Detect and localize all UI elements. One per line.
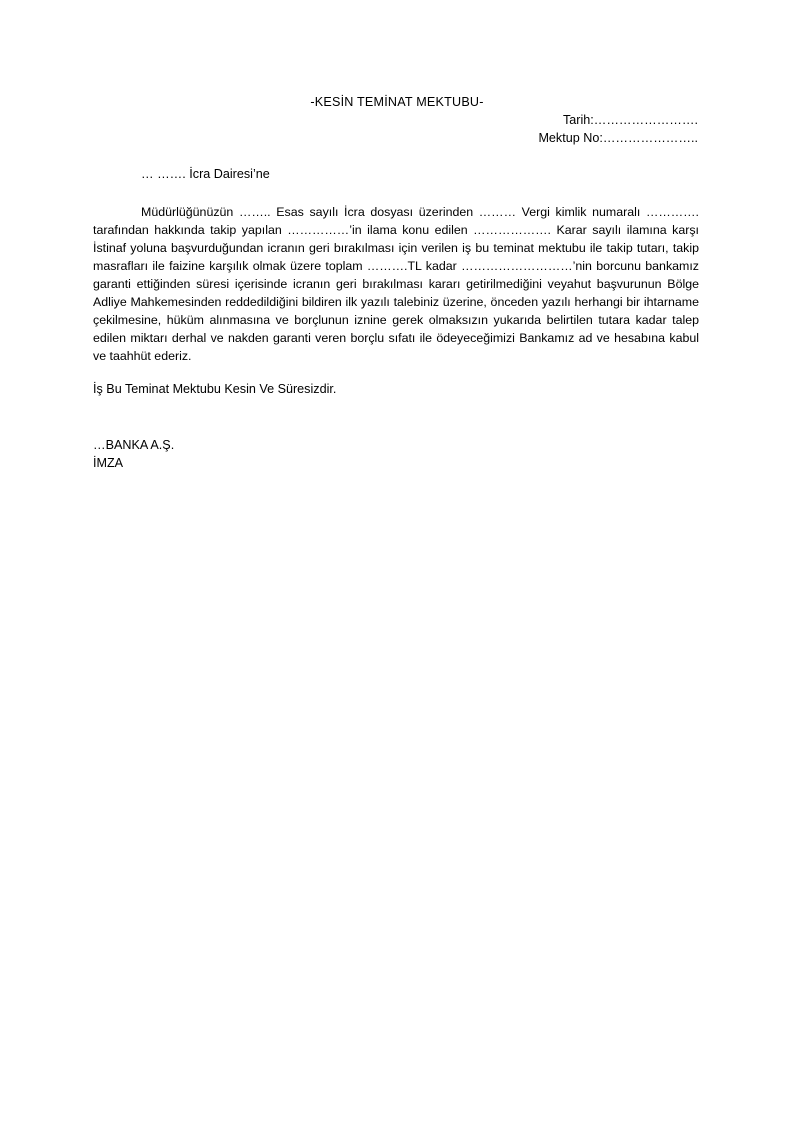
date-line: Tarih:…………………….: [562, 113, 698, 127]
closing-statement: İş Bu Teminat Mektubu Kesin Ve Süresizdir.: [93, 382, 337, 396]
bank-name: …BANKA A.Ş.: [93, 438, 175, 452]
letter-number-line: Mektup No:…………………..: [538, 131, 698, 145]
document-title: -KESİN TEMİNAT MEKTUBU-: [310, 95, 484, 109]
addressee: … ……. İcra Dairesi’ne: [141, 167, 270, 181]
signature-block: [93, 436, 174, 472]
body-paragraph: Müdürlüğünüzün …….. Esas sayılı İcra dosyası üzerinden ……… Vergi kimlik numaralı …………. tarafından hakkında takip yapılan ……………’in ilama konu edilen ………………. Karar sayılı ilamına karşı İstinaf yoluna başvurduğundan icranın geri bırakılması için verilen iş bu teminat mektubu ile takip tutarı, takip masrafları ile faizine karşılık olmak üzere toplam ……….TL kadar ………………………’nin borcunu bankamız garanti ettiğinden süresi içerisinde icranın geri bırakılması kararı getirilmediğini veyahut başvurunun Bölge Adliye Mahkemesinden reddedildiğini bildiren ilk yazılı talebiniz üzerine, önceden yazılı herhangi bir ihtarname çekilmesine, hüküm alınmasına ve borçlunun iznine gerek olmaksızın yukarıda belirtilen tutara kadar talep edilen miktarı derhal ve nakden garanti veren borçlu sıfatı ile ödeyeceğimizi Bankamız ad ve hesabına kabul ve taahhüt ederiz.: [93, 205, 699, 363]
signature-label: İMZA: [93, 456, 124, 470]
